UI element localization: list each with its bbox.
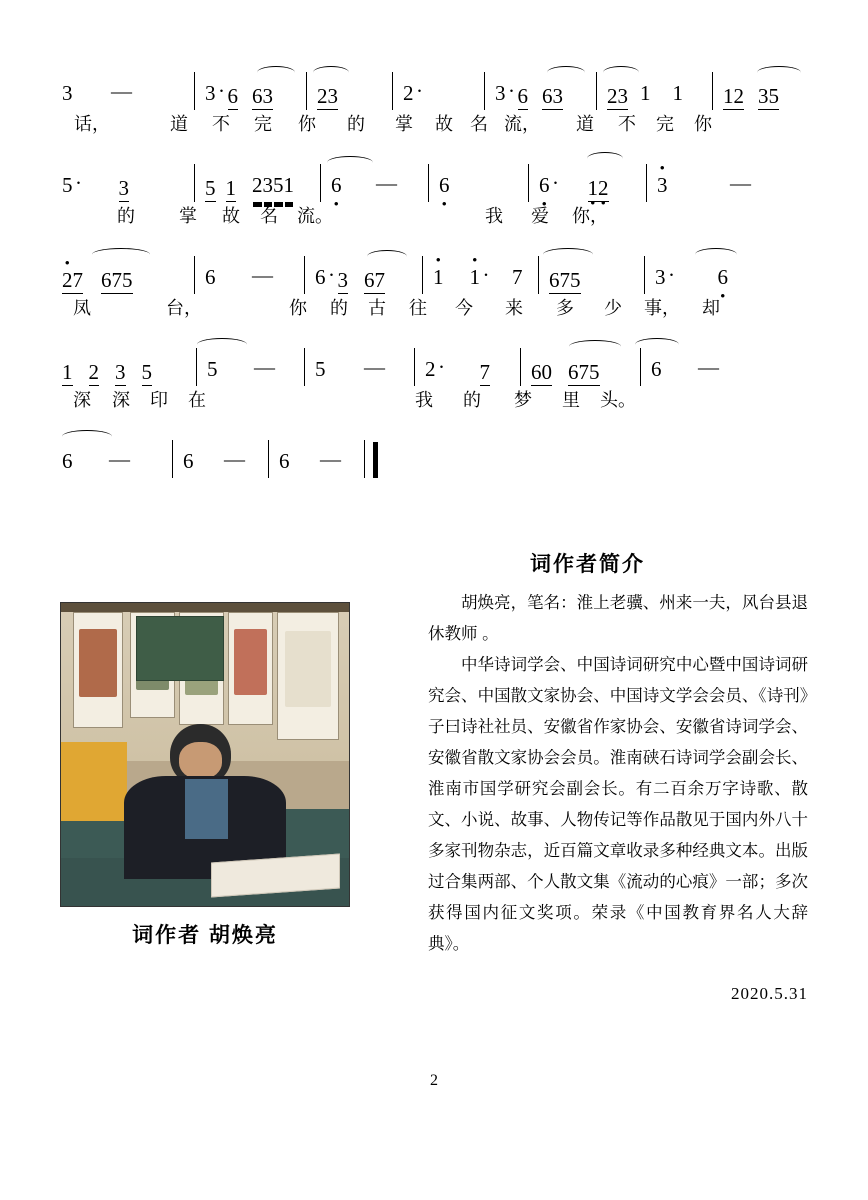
lyric-syllable: 故 (435, 114, 453, 134)
score-line (62, 254, 806, 346)
duration-dash: — (364, 355, 385, 379)
measure (646, 164, 776, 202)
note: • 3 (657, 175, 668, 202)
lyric-syllable: 深 (73, 390, 91, 410)
lyric-syllable: 的 (347, 114, 365, 134)
slur (92, 248, 150, 261)
lyric-row (62, 294, 806, 328)
note: 7 (111, 268, 122, 292)
measure (268, 440, 364, 478)
slur (569, 340, 621, 353)
slur (635, 338, 679, 351)
photo-yellow-panel (61, 742, 127, 821)
staff-row (62, 254, 806, 294)
note: 3 (495, 81, 506, 105)
staff-row (62, 70, 806, 110)
measure (644, 256, 754, 294)
measure (304, 256, 422, 294)
lyric-syllable: 掌 (395, 114, 413, 134)
duration-dash: — (376, 171, 397, 195)
lyric-syllable: 流， (504, 114, 540, 134)
note: 3 (337, 268, 348, 292)
note: 7 (578, 360, 589, 384)
photo-scroll (228, 612, 273, 724)
measure (596, 72, 712, 110)
note: 6 • (539, 175, 550, 202)
lyric-syllable: 台， (166, 298, 202, 318)
music-score (62, 70, 806, 498)
measure (196, 348, 304, 386)
lyric-syllable: 不 (618, 114, 636, 134)
augmentation-dot: · (328, 263, 335, 287)
bio-paragraph: 胡焕亮，笔名：淮上老骥、州来一夫，风台县退休教师 。 (428, 594, 808, 643)
note: 1 (640, 81, 651, 105)
slur (695, 248, 737, 261)
slur (543, 248, 593, 261)
lyric-syllable: 你 (289, 298, 307, 318)
note: 1 (723, 84, 734, 108)
note: 6 (62, 449, 73, 473)
augmentation-dot: · (75, 171, 82, 195)
note: • 1 (433, 267, 444, 294)
measure (392, 72, 484, 110)
duration-dash: — (109, 447, 130, 471)
lyric-row (62, 386, 806, 420)
note: 6 • (718, 267, 729, 294)
bio-date: 2020.5.31 (731, 984, 808, 1003)
lyric-syllable: 凤 (73, 298, 91, 318)
lyric-syllable: 在 (188, 390, 206, 410)
note: 6 (364, 268, 375, 292)
note: 2 (317, 84, 328, 108)
note: 5 (207, 357, 218, 381)
measure (414, 348, 520, 386)
photo-scroll (277, 612, 339, 740)
note: 1 (284, 175, 295, 202)
bio-paragraph: 中华诗词学会、中国诗词研究中心暨中国诗词研究会、中国散文家协会、中国诗文学会会员、《诗刊》子曰诗社社员、安徽省作家协会、安徽省诗词学会、安徽省散文家协会会员。淮南硖石诗词学会副会长、淮南市国学研究会副会长。有二百余万字诗歌、散文、小说、故事、人物传记等作品散见于国内外八十多家刊物杂志，近百篇文章收录多种经典文本。出版过合集两部、个人散文集《流动的心痕》一部；多次获得国内征文奖项。荣录《中国教育界名人大辞典》。 (428, 656, 808, 953)
lyric-syllable: 来 (505, 298, 523, 318)
measure (194, 164, 320, 202)
note: 1 (672, 81, 683, 105)
note: 3 (617, 84, 628, 108)
note: 5 (768, 84, 779, 108)
note: 6 (315, 265, 326, 289)
lyric-syllable: 往 (409, 298, 427, 318)
note: 2 (403, 81, 414, 105)
note: 6 (651, 357, 662, 381)
photo-caption: 词作者 胡焕亮 (132, 924, 278, 947)
duration-dash: — (111, 79, 132, 103)
note: 5 (570, 268, 581, 292)
note: 2 (425, 357, 436, 381)
note: 6 (252, 84, 263, 108)
lyric-syllable: 你， (572, 206, 608, 226)
measure (538, 256, 644, 294)
note: 7 (374, 268, 385, 292)
measure (306, 72, 392, 110)
note: 6 (101, 268, 112, 292)
note: 3 (327, 84, 338, 108)
slur (757, 66, 801, 79)
slur (547, 66, 585, 79)
lyric-syllable: 话， (74, 114, 110, 134)
lyric-syllable: 我 (485, 206, 503, 226)
lyric-syllable: 多 (556, 298, 574, 318)
note: 6 (542, 84, 553, 108)
note: 3 (552, 84, 563, 108)
score-line (62, 70, 806, 162)
note: 3 (655, 265, 666, 289)
measure (528, 164, 646, 202)
lyric-syllable: 少 (604, 298, 622, 318)
augmentation-dot: · (508, 79, 515, 103)
measure (422, 256, 538, 294)
lyric-syllable: 里 (562, 390, 580, 410)
note: 7 (512, 265, 523, 289)
photo-scroll (73, 612, 124, 727)
note: • 2 (62, 270, 73, 294)
note: 3 (62, 81, 73, 105)
measure (520, 348, 640, 386)
augmentation-dot: · (438, 355, 445, 379)
bio-title: 词作者简介 (530, 553, 645, 576)
score-line (62, 162, 806, 254)
lyric-syllable: 你 (298, 114, 316, 134)
photo-green-panel (136, 616, 224, 681)
measure (712, 72, 806, 110)
note: 3 (758, 84, 769, 108)
measure (62, 440, 172, 478)
slur (587, 152, 623, 165)
note: 6 (205, 265, 216, 289)
measure (484, 72, 596, 110)
author-photo (60, 602, 350, 907)
lyric-syllable: 的 (463, 390, 481, 410)
slur (603, 66, 639, 79)
note: 2 (733, 84, 744, 108)
measure (194, 72, 306, 110)
augmentation-dot: · (668, 263, 675, 287)
note: 2 (607, 84, 618, 108)
photo-person-face (179, 742, 222, 778)
note: • 1 (470, 267, 481, 294)
lyric-syllable: 事， (644, 298, 680, 318)
note: 6 (568, 360, 579, 384)
lyric-syllable: 我 (415, 390, 433, 410)
lyric-syllable: 道 (576, 114, 594, 134)
lyric-syllable: 故 (222, 206, 240, 226)
note: 5 (589, 360, 600, 384)
note: 6 • (331, 175, 342, 202)
lyric-syllable: 完 (254, 114, 272, 134)
photo-person-shirt (185, 779, 228, 840)
measure (62, 348, 196, 386)
note: 7 (559, 268, 570, 292)
measure (194, 256, 304, 294)
note: 6 (279, 449, 290, 473)
lyric-row (62, 110, 806, 144)
lyric-syllable: 却 (702, 298, 720, 318)
note: 6 (531, 360, 542, 384)
note: 6 (517, 84, 528, 108)
measure (62, 256, 194, 294)
augmentation-dot: · (218, 79, 225, 103)
note: 3 (115, 360, 126, 384)
measure (62, 164, 194, 202)
lyric-syllable: 完 (656, 114, 674, 134)
duration-dash: — (698, 355, 719, 379)
note: 5 (141, 360, 152, 384)
lyric-syllable: 古 (368, 298, 386, 318)
note: 2 (88, 360, 99, 384)
staff-row (62, 162, 806, 202)
staff-row (62, 438, 806, 478)
lyric-syllable: 道 (170, 114, 188, 134)
lyric-syllable: 爱 (531, 206, 549, 226)
augmentation-dot: · (482, 263, 490, 287)
augmentation-dot: · (416, 79, 423, 103)
note: 7 (72, 268, 83, 292)
note: 5 (62, 173, 73, 197)
note: 3 (262, 84, 273, 108)
lyric-syllable: 今 (455, 298, 473, 318)
lyric-syllable: 你 (694, 114, 712, 134)
note: 5 (122, 268, 133, 292)
measure (640, 348, 748, 386)
lyric-syllable: 头。 (600, 390, 636, 410)
measure (320, 164, 428, 202)
note: 5 (315, 357, 326, 381)
lyric-row (62, 202, 806, 236)
lyric-syllable: 的 (330, 298, 348, 318)
bio-text (428, 588, 808, 960)
note: 7 (479, 360, 490, 384)
slur (197, 338, 247, 351)
note: 0 (541, 360, 552, 384)
note: 6 • (439, 175, 450, 202)
note: 5 (273, 175, 284, 202)
lyric-syllable: 掌 (179, 206, 197, 226)
note: 1 • (588, 178, 599, 202)
lyric-syllable: 的 (117, 206, 135, 226)
photo-ceiling-beam (61, 603, 349, 612)
measure (62, 72, 194, 110)
lyric-syllable: 不 (212, 114, 230, 134)
final-barline-thick (373, 442, 378, 478)
author-photo-block (60, 602, 350, 949)
score-line (62, 438, 806, 498)
duration-dash: — (320, 447, 341, 471)
lyric-syllable: 印 (150, 390, 168, 410)
slur (313, 66, 349, 79)
page-number: 2 (430, 1072, 438, 1089)
lyric-syllable: 名 (470, 114, 488, 134)
lyric-syllable: 名 (260, 206, 278, 226)
score-line (62, 346, 806, 438)
note: 6 (183, 449, 194, 473)
note: 3 (205, 81, 216, 105)
note: 1 (225, 176, 236, 200)
final-barline (364, 440, 394, 478)
note: 3 (263, 175, 274, 202)
note: 2 • (598, 178, 609, 202)
slur (327, 156, 373, 169)
duration-dash: — (224, 447, 245, 471)
duration-dash: — (252, 263, 273, 287)
note: 2 (252, 175, 263, 202)
note: 3 (118, 176, 129, 200)
duration-dash: — (730, 171, 751, 195)
lyric-syllable: 深 (112, 390, 130, 410)
note: 6 (549, 268, 560, 292)
duration-dash: — (254, 355, 275, 379)
slur (257, 66, 295, 79)
augmentation-dot: · (552, 171, 559, 195)
staff-row (62, 346, 806, 386)
measure (304, 348, 414, 386)
slur (62, 430, 112, 443)
measure (172, 440, 268, 478)
lyric-syllable: 梦 (514, 390, 532, 410)
measure (428, 164, 528, 202)
lyric-syllable: 流。 (297, 206, 333, 226)
note: 1 (62, 360, 73, 384)
note: 6 (227, 84, 238, 108)
slur (367, 250, 407, 263)
note: 5 (205, 176, 216, 200)
